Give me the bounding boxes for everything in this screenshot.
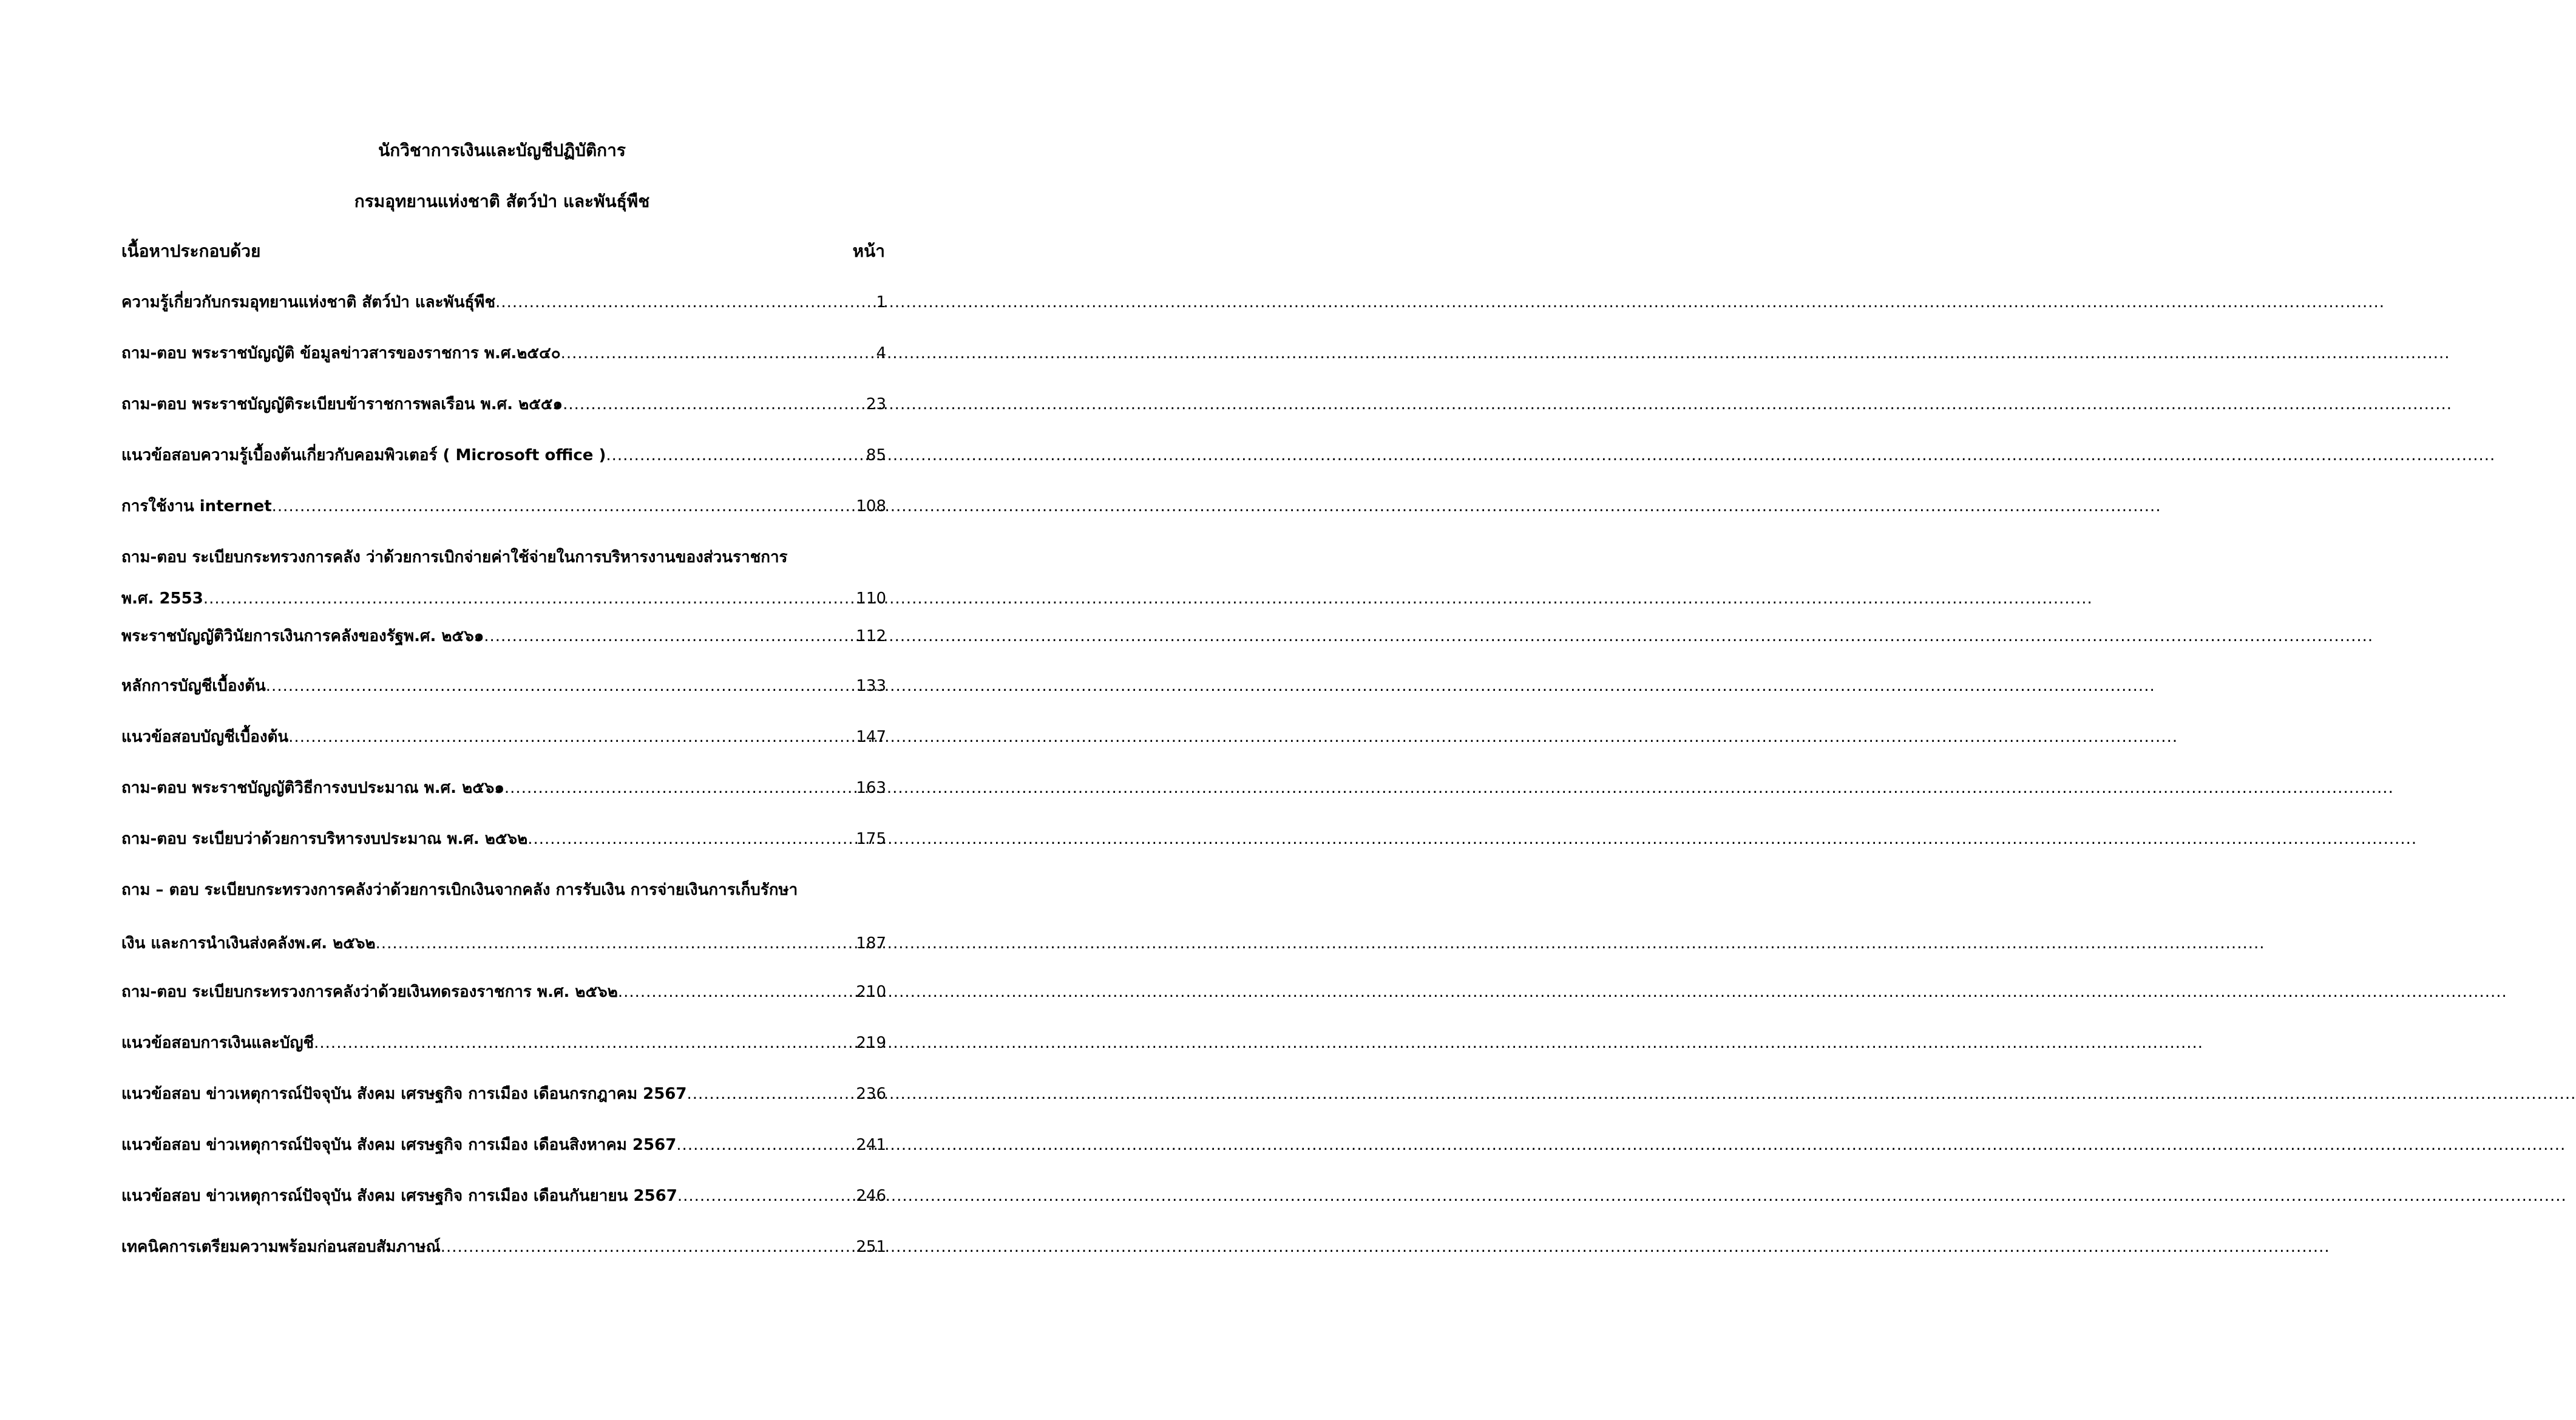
toc-entry-page: 108 [856,497,886,515]
toc-entry-page: 219 [856,1034,886,1052]
dot-leader [677,1184,855,1208]
dot-leader [314,1031,855,1055]
dot-leader [441,1235,855,1259]
toc-entry [121,290,886,314]
toc-entry [121,624,886,648]
toc-entry-title: พ.ศ. 2553 [121,589,203,608]
toc-entry-page: 85 [866,446,886,464]
dot-leader [606,443,865,467]
dot-leader [676,1133,855,1157]
toc-entry [121,878,886,957]
toc-entry [121,776,886,800]
toc-entry-title: เทคนิคการเตรียมความพร้อมก่อนสอบสัมภาษณ์ [121,1238,441,1256]
dot-leader [376,931,855,956]
toc-entry-title: แนวข้อสอบ ข่าวเหตุการณ์ปัจจุบัน สังคม เศรษฐกิจ การเมือง เดือนสิงหาคม 2567 [121,1136,677,1154]
toc-entry [121,1184,886,1208]
toc-entry [121,980,886,1004]
toc-entry-page: 251 [856,1238,886,1256]
document-page [0,0,1004,1420]
toc-entry-title: ถาม-ตอบ พระราชบัญญัติวิธีการงบประมาณ พ.ศ. ๒๕๖๑ [121,779,504,797]
toc-entry-title: ถาม-ตอบ พระราชบัญญัติ ข้อมูลข่าวสารของราชการ พ.ศ.๒๕๔๐ [121,344,561,362]
toc-entry [121,494,886,518]
dot-leader [504,776,855,800]
toc-entry [121,1031,886,1055]
toc-entry-title: แนวข้อสอบบัญชีเบื้องต้น [121,728,289,746]
table-of-contents [121,0,886,1420]
toc-entry-title: การใช้งาน internet [121,497,272,515]
toc-entry-page: 133 [856,677,886,695]
dot-leader [687,1082,855,1106]
toc-entry [121,827,886,851]
toc-entry-page: 163 [856,779,886,797]
toc-entry-title: แนวข้อสอบ ข่าวเหตุการณ์ปัจจุบัน สังคม เศรษฐกิจ การเมือง เดือนกรกฎาคม 2567 [121,1085,687,1103]
toc-entry-title: แนวข้อสอบความรู้เบื้องต้นเกี่ยวกับคอมพิวเตอร์ ( Microsoft office ) [121,446,606,464]
document-title: นักวิชาการเงินและบัญชีปฏิบัติการ [378,140,626,160]
toc-entry [121,545,886,612]
toc-entry [121,1082,886,1106]
toc-entry-title: เงิน และการนำเงินส่งคลังพ.ศ. ๒๕๖๒ [121,934,376,953]
toc-entry [121,725,886,749]
toc-entry-page: 1 [876,293,886,311]
toc-entry-page: 236 [856,1085,886,1103]
dot-leader [563,392,865,416]
toc-entry-title: หลักการบัญชีเบื้องต้น [121,677,266,695]
toc-entry-page: 210 [856,983,886,1001]
dot-leader [272,494,855,518]
toc-entry-title: ถาม-ตอบ พระราชบัญญัติระเบียบข้าราชการพลเรือน พ.ศ. ๒๕๕๑ [121,395,563,413]
toc-entry-page: 147 [856,728,886,746]
toc-entry [121,1235,886,1259]
toc-entry [121,1133,886,1157]
contents-label: เนื้อหาประกอบด้วย [121,241,261,261]
toc-entry-title-line1: ถาม – ตอบ ระเบียบกระทรวงการคลังว่าด้วยการเบิกเงินจากคลัง การรับเงิน การจ่ายเงินการเก็บรักษา [121,881,798,899]
toc-entry-title: แนวข้อสอบ ข่าวเหตุการณ์ปัจจุบัน สังคม เศรษฐกิจ การเมือง เดือนกันยายน 2567 [121,1187,677,1205]
dot-leader [561,341,875,365]
toc-entry-title: ความรู้เกี่ยวกับกรมอุทยานแห่งชาติ สัตว์ป่า และพันธุ์พืช [121,293,496,311]
toc-entry-page: 187 [856,934,886,953]
toc-entry-page: 110 [856,589,886,608]
dot-leader [484,624,855,648]
toc-entry-title: ถาม-ตอบ ระเบียบกระทรวงการคลังว่าด้วยเงินทดรองราชการ พ.ศ. ๒๕๖๒ [121,983,618,1001]
toc-entry [121,341,886,365]
toc-entry-title-line1: ถาม-ตอบ ระเบียบกระทรวงการคลัง ว่าด้วยการเบิกจ่ายค่าใช้จ่ายในการบริหารงานของส่วนราชการ [121,548,788,566]
dot-leader [288,725,855,749]
dot-leader [495,290,875,314]
dot-leader [203,586,855,611]
page-column-label: หน้า [852,241,885,261]
toc-entry [121,443,886,467]
dot-leader [266,674,855,698]
toc-entry-page: 175 [856,830,886,848]
document-subtitle: กรมอุทยานแห่งชาติ สัตว์ป่า และพันธุ์พืช [354,191,650,211]
toc-entry-title: ถาม-ตอบ ระเบียบว่าด้วยการบริหารงบประมาณ พ.ศ. ๒๕๖๒ [121,830,528,848]
toc-entry-page: 246 [856,1187,886,1205]
toc-entry-page: 241 [856,1136,886,1154]
toc-entry-title: แนวข้อสอบการเงินและบัญชี [121,1034,314,1052]
toc-entry-page: 4 [876,344,886,362]
toc-entry-page: 23 [866,395,886,413]
toc-entry-title: พระราชบัญญัติวินัยการเงินการคลังของรัฐพ.ศ. ๒๕๖๑ [121,627,484,645]
dot-leader [618,980,855,1004]
toc-entry [121,674,886,698]
toc-entry [121,392,886,416]
dot-leader [527,827,855,851]
toc-entry-page: 112 [856,627,886,645]
